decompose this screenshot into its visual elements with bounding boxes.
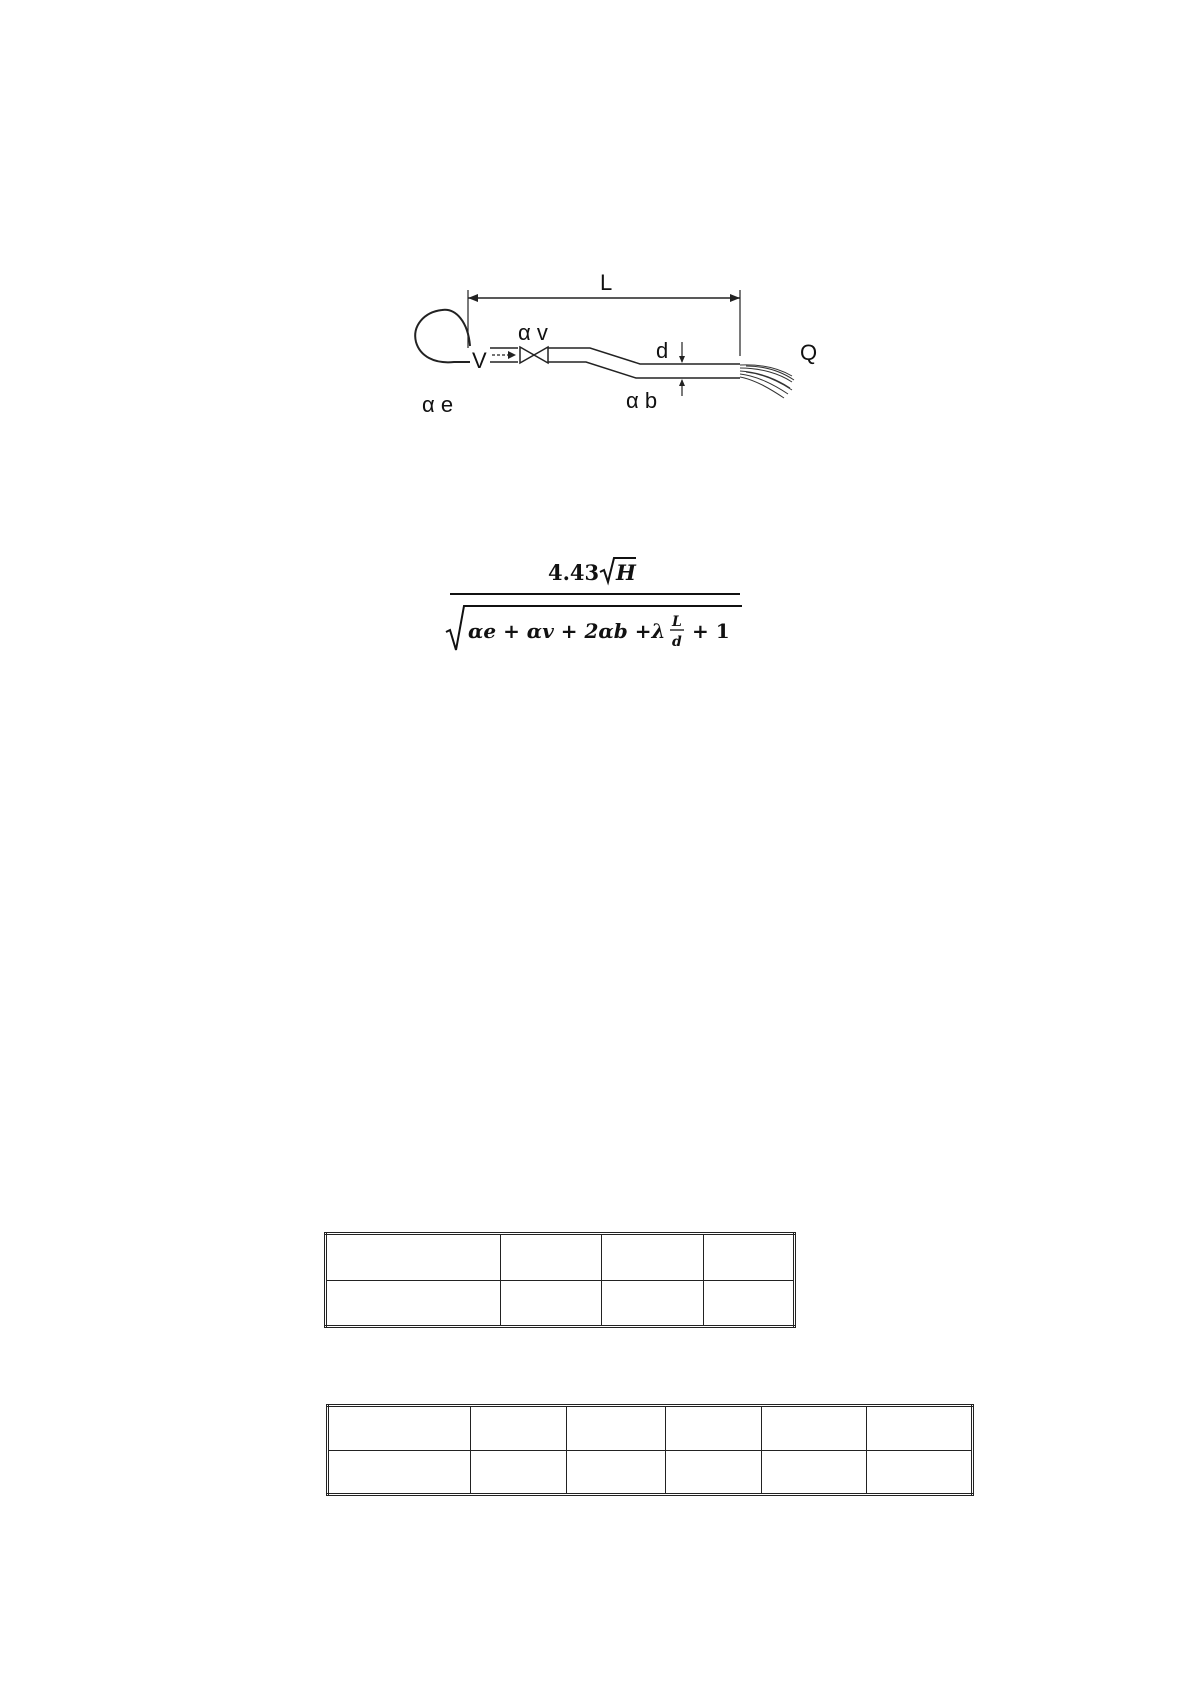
table-row — [326, 1280, 795, 1327]
table-cell — [666, 1406, 762, 1451]
table-cell — [666, 1450, 762, 1495]
reservoir-loop — [415, 310, 470, 362]
flow-label: Q — [800, 340, 818, 365]
flow-arrow-head — [508, 351, 516, 359]
valve-label: α v — [518, 320, 548, 345]
table-cell — [761, 1450, 867, 1495]
discharge-jet — [740, 365, 794, 398]
table-cell — [867, 1450, 973, 1495]
table-cell — [326, 1280, 501, 1327]
formula-denominator-terms: αe + αv + 2αb +λ — [468, 619, 666, 643]
table-cell — [326, 1234, 501, 1281]
table-cell — [566, 1406, 666, 1451]
table-cell — [328, 1406, 471, 1451]
table-cell — [867, 1406, 973, 1451]
diameter-arrow-top-head — [679, 356, 685, 363]
entrance-label: α e — [422, 392, 454, 417]
table-row — [328, 1450, 973, 1495]
table-cell — [500, 1234, 601, 1281]
length-arrow-left — [468, 294, 478, 302]
pipe-flow-diagram — [400, 268, 840, 428]
length-arrow-right — [730, 294, 740, 302]
diameter-arrow-bottom-head — [679, 379, 685, 386]
formula-numerator-coefficient: 4.43 — [548, 560, 600, 585]
formula-fraction-denominator: d — [672, 634, 682, 650]
table-row — [328, 1406, 973, 1451]
discharge-formula — [440, 546, 750, 656]
table-cell — [471, 1406, 567, 1451]
velocity-label: V — [472, 348, 487, 373]
data-table-2 — [326, 1404, 974, 1496]
table-cell — [328, 1450, 471, 1495]
formula-numerator-radicand: H — [616, 560, 636, 585]
table-cell — [602, 1234, 703, 1281]
table-cell — [471, 1450, 567, 1495]
table-cell — [703, 1234, 794, 1281]
table-cell — [500, 1280, 601, 1327]
table-cell — [566, 1450, 666, 1495]
data-table-1 — [324, 1232, 796, 1328]
valve-symbol — [520, 347, 534, 363]
bend-label: α b — [626, 388, 658, 413]
diameter-label: d — [656, 338, 669, 363]
length-label: L — [600, 270, 613, 295]
valve-symbol-right — [534, 347, 548, 363]
formula-fraction-numerator: L — [672, 614, 682, 630]
table-cell — [703, 1280, 794, 1327]
table-row — [326, 1234, 795, 1281]
table-cell — [602, 1280, 703, 1327]
table-cell — [761, 1406, 867, 1451]
formula-denominator-tail: + 1 — [692, 619, 730, 643]
